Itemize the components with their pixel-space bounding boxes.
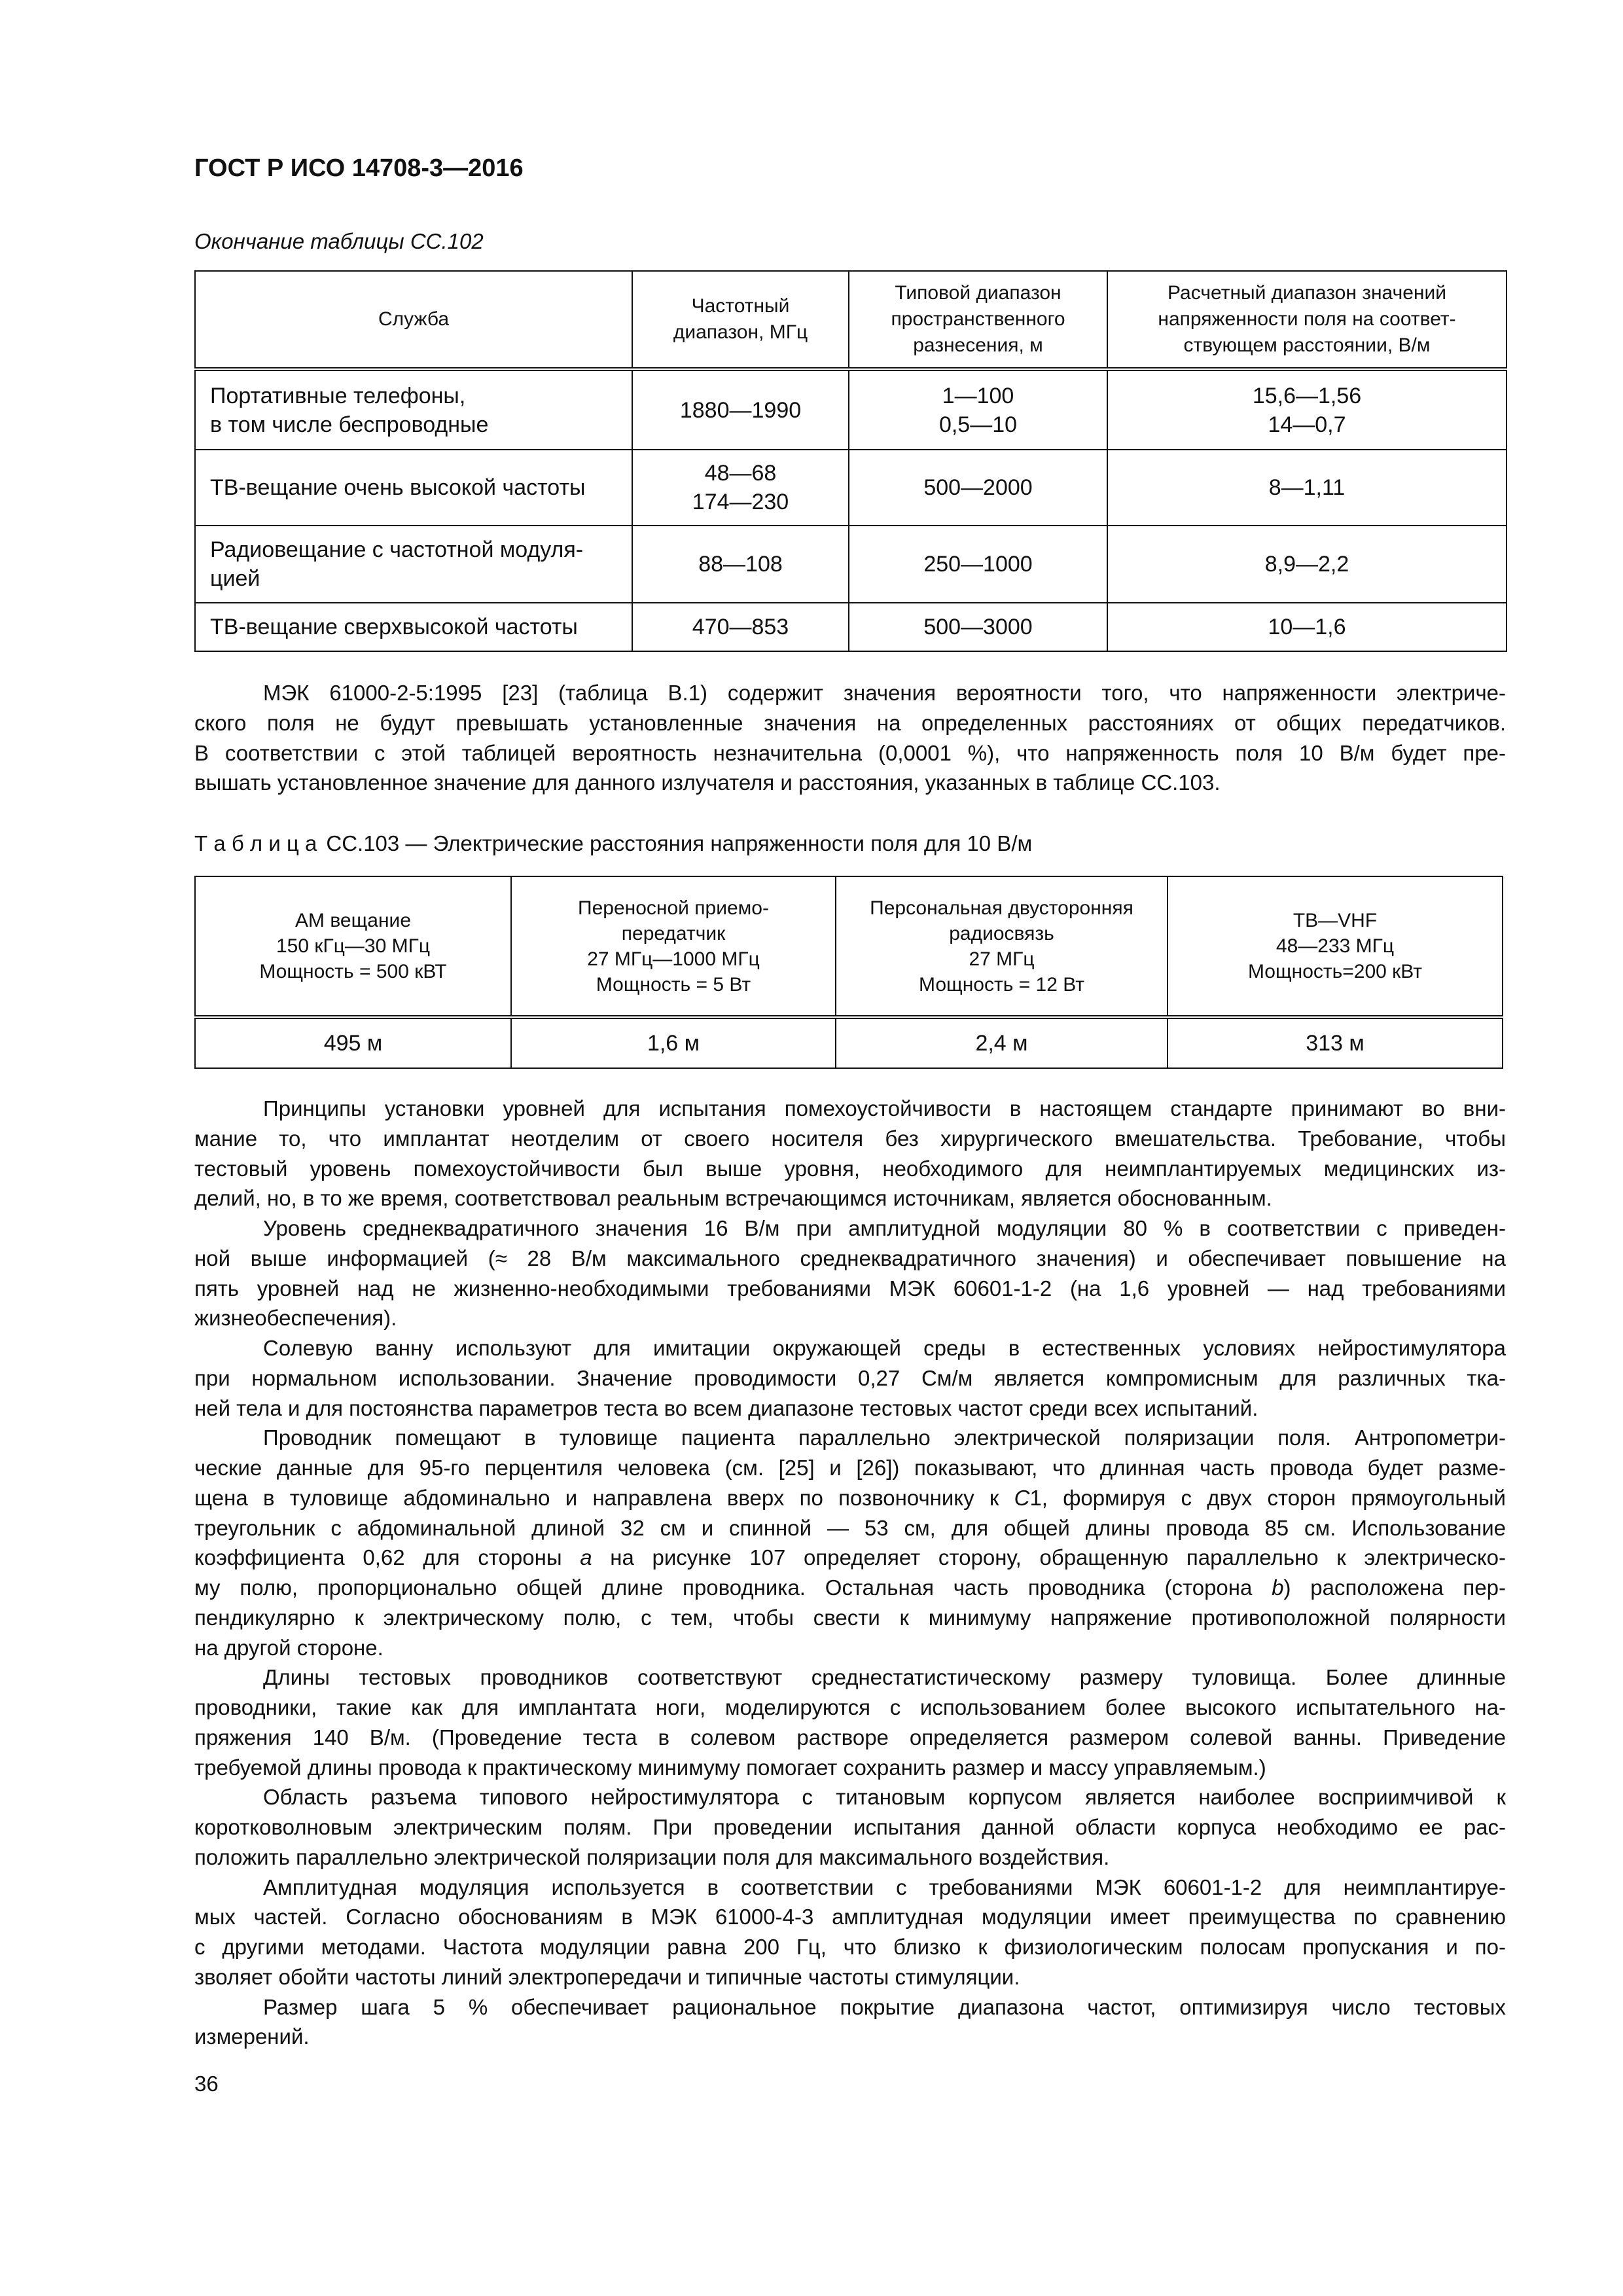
- cell-line: ТВ-вещание сверхвысокой частоты: [210, 615, 578, 639]
- text-line: Размер шага 5 % обеспечивает рациональное покрытие диапазона частот, оптимизируя число тестовых: [263, 1994, 1506, 2019]
- header-line: 27 МГц—1000 МГц: [587, 948, 760, 970]
- cc103-cell: [836, 1017, 1168, 1068]
- paragraph: [194, 1423, 1506, 1662]
- paragraph: [194, 678, 1506, 798]
- cc102-cell: [849, 450, 1107, 526]
- cell-line: 48—68: [704, 461, 777, 486]
- header-line: Мощность = 5 Вт: [596, 973, 751, 996]
- text-line: зволяет обойти частоты линий электропередачи и типичные частоты стимуляции.: [194, 1964, 1020, 1989]
- table-row: [195, 526, 1507, 603]
- cell-line: 88—108: [698, 552, 783, 577]
- cell-line: 1880—1990: [679, 397, 802, 423]
- table-body: [195, 1017, 1503, 1068]
- header-line: 48—233 МГц: [1275, 935, 1395, 957]
- text-line: Область разъема типового нейростимулятора с титановым корпусом является наиболее восприимчивой к: [263, 1785, 1506, 1810]
- cc103-header-cell: [511, 876, 836, 1017]
- cell-line: Портативные телефоны,: [210, 383, 466, 408]
- text-line: коротковолновым электрическим полям. При проведении испытания данной области корпуса необходимо ее рас-: [194, 1815, 1506, 1839]
- table-header: [195, 876, 1503, 1017]
- table-cc103-caption: [194, 829, 1032, 858]
- cc102-cell: [632, 603, 849, 651]
- cc102-cell: [632, 450, 849, 526]
- header-line: Переносной приемо-: [578, 897, 769, 919]
- cell-line: 500—2000: [923, 475, 1033, 500]
- paragraph-iec-61000-2-5: [194, 678, 1506, 798]
- text-line: с другими методами. Частота модуляции равна 200 Гц, что близко к физиологическим полосам пропускания и по-: [194, 1935, 1506, 1959]
- cell-line: 1—100: [942, 383, 1014, 408]
- text-line: положить параллельно электрической поляризации поля для максимального воздействия.: [194, 1844, 1110, 1869]
- cc102-header-cell: [195, 271, 632, 369]
- text-line: жизнеобеспечения).: [194, 1306, 397, 1331]
- cc102-cell: [849, 526, 1107, 603]
- cc102-cell: [195, 603, 632, 651]
- table-label: Т а б л и ц а: [194, 831, 317, 855]
- cell-line: в том числе беспроводные: [210, 412, 489, 437]
- header-row: [195, 876, 1503, 1017]
- text-line: ческие данные для 95-го перцентиля человека (см. [25] и [26]) показывают, что длинная часть провода будет разме-: [194, 1456, 1506, 1480]
- text-line: треугольник с абдоминальной длиной 32 см и спинной — 53 см, для общей длины провода 85 см. Использование: [194, 1515, 1506, 1540]
- header-line: Частотный: [691, 295, 790, 317]
- header-line: напряженности поля на соответ-: [1158, 308, 1456, 330]
- header-line: Расчетный диапазон значений: [1168, 282, 1446, 304]
- cc102-cell: [1107, 526, 1507, 603]
- header-line: 150 кГц—30 МГц: [276, 935, 431, 957]
- text-line: Солевую ванну используют для имитации окружающей среды в естественных условиях нейростимулятора: [263, 1336, 1506, 1360]
- cc103-header-cell: [195, 876, 511, 1017]
- text-line: пендикулярно к электрическому полю, с тем, чтобы свести к минимуму напряжение противоположной полярности: [194, 1605, 1506, 1630]
- cc102-cell: [195, 369, 632, 450]
- header-line: ТВ—VHF: [1293, 910, 1378, 931]
- text-line: В соответствии с этой таблицей вероятность незначительна (0,0001 %), что напряженность поля 10 В/м будет пре-: [194, 740, 1506, 765]
- body-text: [194, 1094, 1506, 2052]
- text-line: му полю, пропорционально общей длине проводника. Остальная часть проводника (сторона b) расположена пер-: [194, 1575, 1506, 1600]
- table-row: [195, 603, 1507, 651]
- table-continuation-caption: Окончание таблицы СС.102: [194, 229, 484, 253]
- header-line: передатчик: [621, 922, 726, 944]
- text-line: ной выше информацией (≈ 28 В/м максимального среднеквадратичного значения) и обеспечивает повышение на: [194, 1246, 1506, 1270]
- cell-line: 313 м: [1306, 1031, 1364, 1056]
- page-number: 36: [194, 2072, 219, 2096]
- cc102-cell: [1107, 450, 1507, 526]
- cc103-cell: [511, 1017, 836, 1068]
- header-line: AM вещание: [295, 910, 411, 931]
- cc102-cell: [1107, 603, 1507, 651]
- cc102-header-cell: [632, 271, 849, 369]
- header-line: ствующем расстоянии, В/м: [1183, 334, 1431, 356]
- paragraph: [194, 1662, 1506, 1782]
- cc102-cell: [195, 450, 632, 526]
- paragraph: [194, 1333, 1506, 1423]
- cc102-cell: [632, 369, 849, 450]
- cc102-cell: [195, 526, 632, 603]
- text-line: проводники, такие как для имплантата ноги, моделируются с использованием более высокого испытательного на-: [194, 1695, 1506, 1719]
- text-line: тестовый уровень помехоустойчивости был выше уровня, необходимого для неимплантируемых медицинских из-: [194, 1156, 1506, 1181]
- header-line: радиосвязь: [949, 922, 1054, 944]
- table-header: [195, 271, 1507, 369]
- table-body: [195, 369, 1507, 651]
- text-line: коэффициента 0,62 для стороны a на рисунке 107 определяет сторону, обращенную параллельно к электрическо-: [194, 1545, 1506, 1570]
- table-cc102: [194, 270, 1507, 652]
- table-row: [195, 450, 1507, 526]
- text-line: Принципы установки уровней для испытания помехоустойчивости в настоящем стандарте принимают во вни-: [263, 1096, 1506, 1121]
- text-line: мание то, что имплантат неотделим от своего носителя без хирургического вмешательства. Требование, чтобы: [194, 1126, 1506, 1151]
- cc103-cell: [195, 1017, 511, 1068]
- table-row: [195, 1017, 1503, 1068]
- text-line: при нормальном использовании. Значение проводимости 0,27 См/м является компромисным для различных тка-: [194, 1365, 1506, 1390]
- cell-line: цией: [210, 566, 260, 591]
- paragraph: [194, 1992, 1506, 2053]
- cell-line: 470—853: [692, 615, 789, 639]
- text-line: делий, но, в то же время, соответствовал реальным встречающимся источникам, является обоснованным.: [194, 1186, 1272, 1211]
- cell-line: 1,6 м: [647, 1031, 700, 1056]
- italic-symbol: b: [1272, 1575, 1284, 1600]
- paragraph: [194, 1213, 1506, 1333]
- cc103-header-cell: [1168, 876, 1503, 1017]
- cc102-cell: [1107, 369, 1507, 450]
- cell-line: 10—1,6: [1268, 615, 1346, 639]
- text-line: пряжения 140 В/м. (Проведение теста в солевом растворе определяется размером солевой ванны. Приведение: [194, 1725, 1506, 1749]
- header-line: разнесения, м: [913, 334, 1043, 356]
- document-header: ГОСТ Р ИСО 14708-3—2016: [194, 154, 524, 182]
- cc102-cell: [632, 526, 849, 603]
- header-line: 27 МГц: [969, 948, 1035, 970]
- cc102-header-cell: [1107, 271, 1507, 369]
- paragraph: [194, 1094, 1506, 1213]
- header-line: Мощность = 12 Вт: [919, 973, 1084, 996]
- paragraph: [194, 1873, 1506, 1992]
- header-line: Типовой диапазон: [895, 282, 1061, 304]
- table-caption-text: СС.103 — Электрические расстояния напряженности поля для 10 В/м: [326, 831, 1033, 855]
- header-line: диапазон, МГц: [673, 321, 808, 343]
- cell-line: 495 м: [323, 1031, 383, 1056]
- text-line: мых частей. Согласно обоснованиям в МЭК 61000-4-3 амплитудная модуляции имеет преимущества по сравнению: [194, 1905, 1506, 1929]
- cell-line: Радиовещание с частотной модуля-: [210, 537, 584, 562]
- cell-line: 15,6—1,56: [1252, 383, 1362, 408]
- header-line: Персональная двусторонняя: [870, 897, 1133, 919]
- text-line: на другой стороне.: [194, 1635, 383, 1660]
- header-line: пространственного: [891, 308, 1065, 330]
- text-line: ского поля не будут превышать установленные значения на определенных расстояниях от общих передатчиков.: [194, 710, 1506, 735]
- text-line: ней тела и для постоянства параметров теста во всем диапазоне тестовых частот среди всех испытаний.: [194, 1395, 1258, 1420]
- header-line: Служба: [378, 308, 450, 330]
- cell-line: 8,9—2,2: [1264, 552, 1349, 577]
- cc102-header-cell: [849, 271, 1107, 369]
- italic-symbol: C: [1014, 1485, 1030, 1510]
- italic-symbol: a: [580, 1545, 592, 1570]
- table-row: [195, 369, 1507, 450]
- cc103-header-cell: [836, 876, 1168, 1017]
- cell-line: 8—1,11: [1268, 475, 1346, 500]
- text-line: Проводник помещают в туловище пациента параллельно электрической поляризации поля. Антропометри-: [263, 1426, 1506, 1450]
- cell-line: 174—230: [692, 490, 789, 514]
- header-line: Мощность = 500 кВТ: [259, 961, 447, 982]
- cell-line: 0,5—10: [938, 412, 1018, 437]
- cell-line: 2,4 м: [975, 1031, 1028, 1056]
- text-line: МЭК 61000-2-5:1995 [23] (таблица В.1) содержит значения вероятности того, что напряженности электриче-: [263, 681, 1506, 705]
- paragraph: [194, 1782, 1506, 1872]
- header-row: [195, 271, 1507, 369]
- text-line: вышать установленное значение для данного излучателя и расстояния, указанных в таблице СС.103.: [194, 770, 1221, 795]
- cc102-cell: [849, 369, 1107, 450]
- text-line: Длины тестовых проводников соответствуют среднестатистическому размеру туловища. Более длинные: [263, 1665, 1506, 1690]
- table-cc103: [194, 876, 1503, 1069]
- text-line: требуемой длины провода к практическому минимуму помогает сохранить размер и массу управляемым.): [194, 1755, 1266, 1780]
- cc102-cell: [849, 603, 1107, 651]
- text-line: пять уровней над не жизненно-необходимыми требованиями МЭК 60601-1-2 (на 1,6 уровней — над требованиями: [194, 1276, 1506, 1300]
- cell-line: 500—3000: [923, 615, 1033, 639]
- cell-line: ТВ-вещание очень высокой частоты: [210, 475, 586, 500]
- text-line: Уровень среднеквадратичного значения 16 В/м при амплитудной модуляции 80 % в соответствии с приведен-: [263, 1216, 1506, 1240]
- header-line: Мощность=200 кВт: [1247, 961, 1423, 982]
- cell-line: 250—1000: [923, 552, 1033, 577]
- cc103-cell: [1168, 1017, 1503, 1068]
- cell-line: 14—0,7: [1268, 412, 1346, 437]
- text-line: щена в туловище абдоминально и направлена вверх по позвоночнику к C1, формируя с двух сторон прямоугольный: [194, 1485, 1506, 1510]
- text-line: измерений.: [194, 2024, 310, 2049]
- text-line: Амплитудная модуляция используется в соответствии с требованиями МЭК 60601-1-2 для неимплантируе-: [263, 1874, 1506, 1899]
